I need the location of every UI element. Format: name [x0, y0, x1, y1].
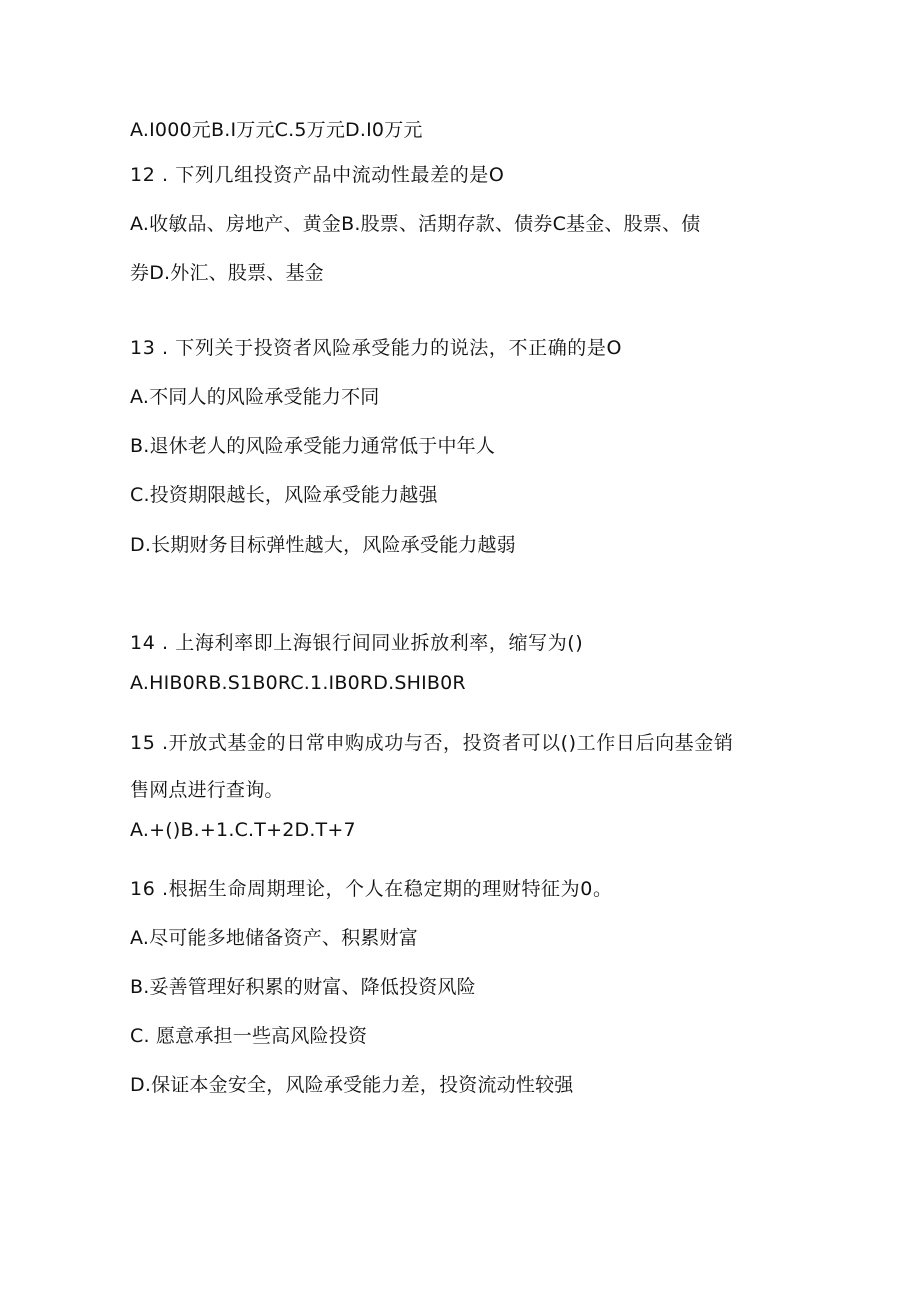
q13-option-d: D.长期财务目标弹性越大，风险承受能力越弱: [130, 534, 516, 556]
q15-question-line2: 售网点进行查询。: [130, 779, 284, 801]
q16-option-d: D.保证本金安全，风险承受能力差，投资流动性较强: [130, 1074, 574, 1096]
q14-question: 14 . 上海利率即上海银行间同业拆放利率，缩写为(): [130, 632, 584, 654]
q16-option-b: B.妥善管理好积累的财富、降低投资风险: [130, 976, 476, 998]
q16-option-c: C. 愿意承担一些高风险投资: [130, 1025, 368, 1047]
q12-options-line2: 券D.外汇、股票、基金: [130, 262, 324, 284]
q13-option-a: A.不同人的风险承受能力不同: [130, 386, 380, 408]
q15-options: A.+()B.+1.C.T+2D.T+7: [130, 819, 356, 841]
q16-question: 16 .根据生命周期理论，个人在稳定期的理财特征为0。: [130, 878, 613, 900]
q15-question-line1: 15 .开放式基金的日常申购成功与否，投资者可以()工作日后向基金销: [130, 732, 734, 754]
q14-options: A.HIB0RB.S1B0RC.1.IB0RD.SHIB0R: [130, 672, 466, 694]
q11-options: A.I000元B.I万元C.5万元D.I0万元: [130, 119, 423, 141]
q13-option-c: C.投资期限越长，风险承受能力越强: [130, 484, 438, 506]
q12-question: 12 . 下列几组投资产品中流动性最差的是O: [130, 164, 505, 186]
q12-options-line1: A.收敏品、房地产、黄金B.股票、活期存款、债券C基金、股票、债: [130, 213, 701, 235]
q13-question: 13 . 下列关于投资者风险承受能力的说法，不正确的是O: [130, 337, 623, 359]
q16-option-a: A.尽可能多地储备资产、积累财富: [130, 927, 418, 949]
q13-option-b: B.退休老人的风险承受能力通常低于中年人: [130, 435, 496, 457]
